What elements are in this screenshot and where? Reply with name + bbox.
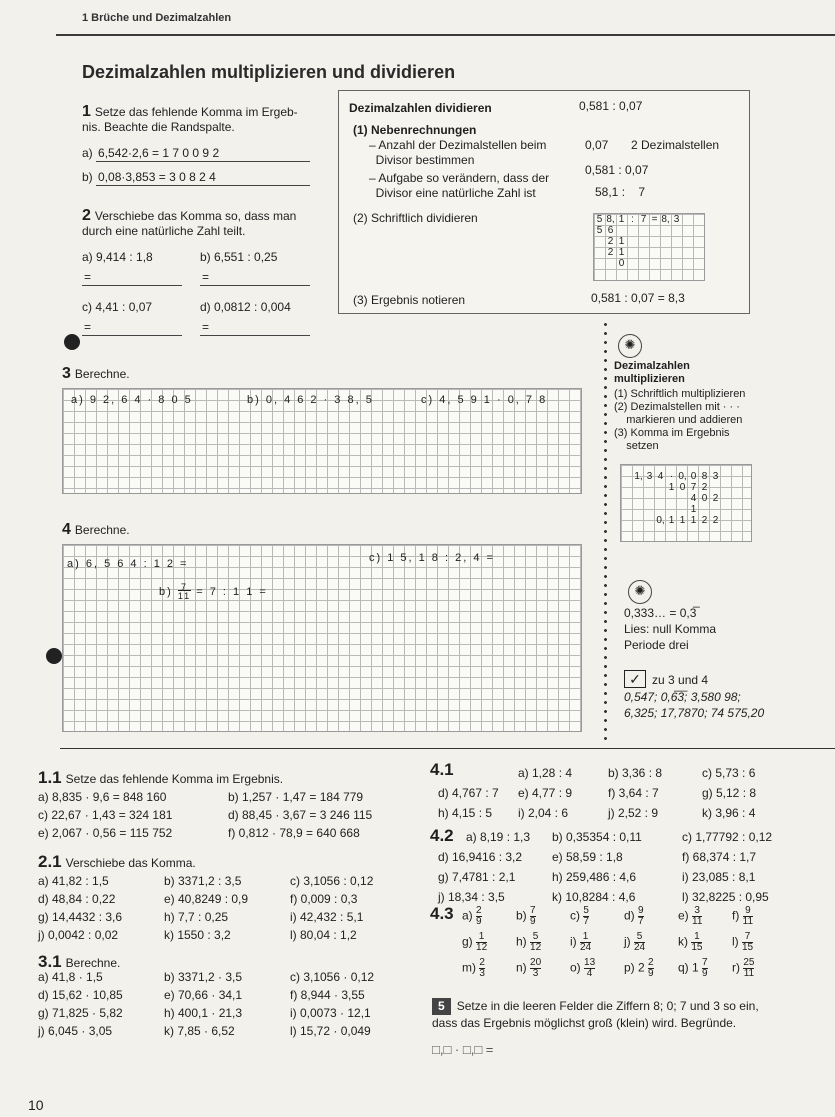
grid-cell: [649, 225, 660, 236]
exercise-item: a) 8,835 · 9,6 = 848 160: [38, 790, 167, 804]
side-solutions-1: 0,547; 0,6̅3̅; 3,580 98;: [624, 690, 741, 704]
grid-row: [633, 482, 751, 493]
exercise-item: b) 3371,2 · 3,5: [164, 970, 243, 984]
exercise-item: a) 1,28 : 4: [518, 766, 573, 780]
fraction-item: $j) \frac{5}{24}$: [624, 931, 646, 953]
fraction-item: $k) \frac{1}{15}$: [678, 931, 703, 953]
exercise-item: d) 48,84 : 0,22: [38, 892, 116, 906]
grid-cell: 1: [690, 515, 697, 526]
binder-hole: [64, 334, 80, 350]
grid-cell: [677, 493, 688, 504]
fraction-item: $e) \frac{3}{11}$: [678, 905, 703, 927]
exercise-item: e) 2,067 · 0,56 = 115 752: [38, 826, 173, 840]
exercise-item: a) 41,8 · 1,5: [38, 970, 103, 984]
box-step1: (1) Nebenrechnungen: [353, 123, 477, 137]
box-division-grid: [593, 213, 705, 281]
fraction-item: $m) \frac{2}{3}$: [462, 957, 485, 979]
grid-cell: [671, 225, 682, 236]
box-decimal-count: 2 Dezimalstellen: [631, 138, 720, 152]
grid-cell: 8,: [606, 214, 615, 225]
grid-cell: [660, 247, 671, 258]
exercise-item: d) 15,62 · 10,85: [38, 988, 123, 1002]
ex3-b: b) 0, 4 6 2 · 3 8, 5: [247, 394, 374, 406]
box-step2: (2) Schriftlich dividieren: [353, 211, 478, 225]
fraction-item: $n) \frac{20}{3}$: [516, 957, 542, 979]
ex2-c-answer[interactable]: =: [82, 320, 182, 336]
exercise-item: c) 3,1056 · 0,12: [290, 970, 375, 984]
side-solutions-2: 6,325; 17,7870; 74 575,20: [624, 706, 765, 720]
fraction-item: $h) \frac{5}{12}$: [516, 931, 542, 953]
grid-cell: [666, 493, 677, 504]
side-mul-steps: (1) Schriftlich multiplizieren (2) Dezimalstellen mit · · · markieren und addieren (3) Komma im Ergebnis setzen: [614, 388, 746, 452]
grid-row: [594, 258, 704, 269]
grid-cell: [594, 247, 605, 258]
fraction-item: $r) \frac{25}{11}$: [732, 957, 755, 979]
box-title: Dezimalzahlen dividieren: [349, 101, 492, 115]
fraction-item: q) $1 \frac{7}{9}$: [678, 957, 708, 979]
ex2-d-answer[interactable]: =: [200, 320, 310, 336]
ex4-grid[interactable]: [62, 544, 582, 732]
ex1-b: b) 0,08·3,853 = 3 0 8 2 4: [82, 170, 310, 186]
page-number: 10: [28, 1097, 44, 1113]
grid-cell: 0: [701, 493, 708, 504]
exercise-item: i) 2,04 : 6: [518, 806, 569, 820]
exercise-item: e) 70,66 · 34,1: [164, 988, 243, 1002]
grid-cell: 2: [701, 482, 708, 493]
grid-cell: [638, 236, 649, 247]
grid-cell: [677, 504, 688, 515]
grid-cell: ·: [669, 471, 674, 482]
exercise-item: i) 42,432 : 5,1: [290, 910, 364, 924]
b43-heading: 4.3: [430, 904, 454, 923]
grid-cell: 0: [618, 258, 625, 269]
ex2-c: c) 4,41 : 0,07: [82, 300, 153, 314]
exercise-item: l) 80,04 : 1,2: [290, 928, 357, 942]
ex2-a: a) 9,414 : 1,8: [82, 250, 153, 264]
grid-cell: :: [631, 214, 634, 225]
exercise-item: d) 4,767 : 7: [438, 786, 499, 800]
grid-cell: 2: [607, 247, 614, 258]
b21-heading: 2.1 Verschiebe das Komma.: [38, 852, 196, 871]
info-box-division: [338, 90, 750, 314]
side-period: 0,333… = 0,3̅: [624, 606, 697, 620]
exercise-item: j) 0,0042 : 0,02: [38, 928, 119, 942]
grid-cell: 5: [596, 214, 603, 225]
exercise-item: c) 5,73 : 6: [702, 766, 756, 780]
grid-row: [594, 236, 704, 247]
margin-dotted-rule: [604, 320, 607, 740]
fraction-item: $l) \frac{7}{15}$: [732, 931, 754, 953]
grid-row: [594, 247, 704, 258]
exercise-item: b) 3,36 : 8: [608, 766, 663, 780]
exercise-item: h) 4,15 : 5: [438, 806, 493, 820]
grid-cell: 1: [679, 515, 686, 526]
grid-cell: [627, 225, 638, 236]
ex3-grid[interactable]: [62, 388, 582, 494]
grid-cell: [710, 482, 721, 493]
exercise-item: e) 40,8249 : 0,9: [164, 892, 249, 906]
ex4-heading: 4 Berechne.: [62, 521, 130, 538]
exercise-item: b) 3371,2 : 3,5: [164, 874, 242, 888]
exercise-item: f) 8,944 · 3,55: [290, 988, 365, 1002]
exercise-item: e) 58,59 : 1,8: [552, 850, 623, 864]
grid-row: [594, 214, 704, 225]
grid-cell: 6: [607, 225, 614, 236]
grid-cell: 8: [701, 471, 708, 482]
grid-cell: [633, 504, 644, 515]
ex1-a: a) 6,542·2,6 = 1 7 0 0 9 2: [82, 146, 310, 162]
exercise-item: k) 7,85 · 6,52: [164, 1024, 235, 1038]
box-divisor: 0,07: [585, 138, 609, 152]
grid-cell: 2: [701, 515, 708, 526]
grid-cell: [594, 258, 605, 269]
grid-cell: 1: [618, 236, 625, 247]
ex4-b: $b) \frac{7}{11} = 7$ : 1 1 =: [159, 582, 268, 601]
ex3-c: c) 4, 5 9 1 · 0, 7 8: [421, 394, 548, 406]
grid-cell: 2: [712, 493, 719, 504]
grid-cell: 1: [668, 515, 675, 526]
b11-heading: 1.1 Setze das fehlende Komma im Ergebnis.: [38, 768, 284, 787]
box-step3: (3) Ergebnis notieren: [353, 293, 466, 307]
exercise-item: l) 15,72 · 0,049: [290, 1024, 371, 1038]
grid-cell: 2: [712, 515, 719, 526]
exercise-item: g) 5,12 : 8: [702, 786, 757, 800]
grid-cell: [594, 236, 605, 247]
box-shifted: 0,581 : 0,07: [585, 163, 649, 177]
grid-cell: 3: [646, 471, 653, 482]
grid-cell: 0: [690, 471, 697, 482]
grid-row: [594, 225, 704, 236]
grid-cell: 8,: [661, 214, 670, 225]
ex4-c: c) 1 5, 1 8 : 2, 4 =: [369, 552, 495, 564]
lightbulb-icon: ✺: [628, 580, 652, 604]
grid-cell: [644, 482, 655, 493]
fraction-item: $i) \frac{1}{24}$: [570, 931, 592, 953]
fraction-item: $c) \frac{5}{7}$: [570, 905, 589, 927]
grid-cell: [649, 247, 660, 258]
grid-cell: 7: [640, 214, 647, 225]
grid-cell: [633, 515, 644, 526]
exercise-item: d) 16,9416 : 3,2: [438, 850, 523, 864]
exercise-item: g) 14,4432 : 3,6: [38, 910, 123, 924]
grid-cell: [638, 247, 649, 258]
grid-cell: [710, 504, 721, 515]
exercise-item: h) 259,486 : 4,6: [552, 870, 637, 884]
grid-cell: 2: [607, 236, 614, 247]
exercise-item: c) 1,77792 : 0,12: [682, 830, 773, 844]
grid-cell: [633, 493, 644, 504]
grid-cell: [699, 504, 710, 515]
ex2-instruction: 2 Verschiebe das Komma so, dass man durch eine natürliche Zahl teilt.: [82, 207, 297, 238]
side-lies-1: Lies: null Komma: [624, 622, 717, 636]
grid-cell: [627, 258, 638, 269]
grid-cell: [655, 504, 666, 515]
grid-cell: [655, 482, 666, 493]
box-natural-div: 58,1 : 7: [595, 185, 646, 199]
grid-cell: [655, 493, 666, 504]
exercise-item: l) 32,8225 : 0,95: [682, 890, 769, 904]
box-result: 0,581 : 0,07 = 8,3: [591, 291, 685, 305]
exercise-item: f) 3,64 : 7: [608, 786, 659, 800]
grid-cell: 3: [673, 214, 680, 225]
grid-cell: [649, 236, 660, 247]
grid-cell: [671, 247, 682, 258]
exercise-item: k) 10,8284 : 4,6: [552, 890, 636, 904]
exercise-item: c) 22,67 · 1,43 = 324 181: [38, 808, 173, 822]
exercise-item: f) 0,009 : 0,3: [290, 892, 358, 906]
ex4-a: a) 6, 5 6 4 : 1 2 =: [67, 558, 189, 570]
fraction-item: $o) \frac{13}{4}$: [570, 957, 596, 979]
grid-row: [633, 504, 751, 515]
grid-cell: [660, 225, 671, 236]
side-mul-title: Dezimalzahlen multiplizieren: [614, 360, 690, 385]
chapter-header: 1 Brüche und Dezimalzahlen: [82, 12, 232, 24]
exercise-item: e) 4,77 : 9: [518, 786, 573, 800]
exercise-item: k) 3,96 : 4: [702, 806, 756, 820]
grid-cell: [644, 515, 655, 526]
b5-task: 5 Setze in die leeren Felder die Ziffern 8; 0; 7 und 3 so ein, dass das Ergebnis möglichst groß (klein) wird. Begründe.: [432, 999, 759, 1030]
exercise-item: j) 2,52 : 9: [608, 806, 659, 820]
exercise-item: a) 8,19 : 1,3: [466, 830, 531, 844]
exercise-item: d) 88,45 · 3,67 = 3 246 115: [228, 808, 373, 822]
exercise-item: j) 6,045 · 3,05: [38, 1024, 113, 1038]
grid-cell: 7: [690, 482, 697, 493]
grid-cell: =: [651, 214, 658, 225]
grid-cell: 1,: [634, 471, 643, 482]
exercise-item: i) 23,085 : 8,1: [682, 870, 756, 884]
exercise-item: g) 71,825 · 5,82: [38, 1006, 123, 1020]
side-check: ✓ zu 3 und 4: [624, 670, 708, 688]
fraction-item: $b) \frac{7}{9}$: [516, 905, 536, 927]
grid-cell: [671, 258, 682, 269]
side-lies-2: Periode drei: [624, 638, 689, 652]
grid-cell: 0,: [656, 515, 665, 526]
exercise-item: b) 0,35354 : 0,11: [552, 830, 642, 844]
fraction-item: $f) \frac{9}{11}$: [732, 905, 754, 927]
ex2-b-answer[interactable]: =: [200, 270, 310, 286]
ex3-heading: 3 Berechne.: [62, 365, 130, 382]
grid-cell: 1: [618, 214, 625, 225]
grid-cell: [644, 504, 655, 515]
exercise-item: g) 7,4781 : 2,1: [438, 870, 516, 884]
exercise-item: i) 0,0073 · 12,1: [290, 1006, 371, 1020]
exercise-item: b) 1,257 · 1,47 = 184 779: [228, 790, 364, 804]
exercise-item: j) 18,34 : 3,5: [438, 890, 505, 904]
checkmark-icon: ✓: [624, 670, 646, 688]
grid-cell: [627, 247, 638, 258]
fraction-item: $d) \frac{9}{7}$: [624, 905, 644, 927]
b41-heading: 4.1: [430, 760, 454, 779]
grid-cell: 1: [618, 247, 625, 258]
exercise-item: c) 3,1056 : 0,12: [290, 874, 374, 888]
ex3-a: a) 9 2, 6 4 · 8 0 5: [71, 394, 193, 406]
box-step1b: – Aufgabe so verändern, dass der Divisor eine natürliche Zahl ist: [369, 171, 550, 200]
grid-cell: [660, 258, 671, 269]
ex2-a-answer[interactable]: =: [82, 270, 182, 286]
side-mul-grid: [620, 464, 752, 542]
exercise-item: h) 7,7 : 0,25: [164, 910, 229, 924]
grid-cell: [605, 258, 616, 269]
grid-cell: [666, 504, 677, 515]
grid-cell: [616, 225, 627, 236]
grid-row: [633, 515, 751, 526]
fraction-item: $a) \frac{2}{9}$: [462, 905, 482, 927]
grid-cell: 5: [596, 225, 603, 236]
grid-row: [633, 471, 751, 482]
exercise-item: a) 41,82 : 1,5: [38, 874, 109, 888]
exercise-item: f) 68,374 : 1,7: [682, 850, 757, 864]
grid-cell: [644, 493, 655, 504]
b42-heading: 4.2: [430, 826, 454, 845]
exercise-item: h) 400,1 · 21,3: [164, 1006, 243, 1020]
box-title-example: 0,581 : 0,07: [579, 99, 643, 113]
page-title: Dezimalzahlen multiplizieren und dividieren: [82, 62, 456, 82]
grid-cell: 0,: [678, 471, 687, 482]
grid-cell: [660, 236, 671, 247]
grid-cell: [649, 258, 660, 269]
grid-cell: 4: [657, 471, 664, 482]
section-divider: [60, 748, 835, 749]
grid-cell: 1: [668, 482, 675, 493]
grid-cell: 1: [690, 504, 697, 515]
grid-cell: 0: [679, 482, 686, 493]
fraction-item: $g) \frac{1}{12}$: [462, 931, 488, 953]
grid-row: [633, 493, 751, 504]
grid-cell: 3: [712, 471, 719, 482]
lightbulb-icon: ✺: [618, 334, 642, 358]
ex2-d: d) 0,0812 : 0,004: [200, 300, 291, 314]
exercise-item: k) 1550 : 3,2: [164, 928, 231, 942]
b31-heading: 3.1 Berechne.: [38, 952, 121, 971]
fraction-item: p) $2 \frac{2}{9}$: [624, 957, 654, 979]
b5-formula[interactable]: □,□ · □,□ =: [432, 1042, 494, 1057]
grid-cell: [638, 225, 649, 236]
grid-cell: [671, 236, 682, 247]
box-step1a: – Anzahl der Dezimalstellen beim Divisor bestimmen: [369, 138, 547, 167]
grid-cell: [627, 236, 638, 247]
binder-hole: [46, 648, 62, 664]
grid-cell: 4: [690, 493, 697, 504]
ex1-instruction: 1 Setze das fehlende Komma im Ergeb- nis. Beachte die Randspalte.: [82, 103, 298, 134]
grid-cell: [638, 258, 649, 269]
exercise-item: f) 0,812 · 78,9 = 640 668: [228, 826, 360, 840]
grid-cell: [633, 482, 644, 493]
ex2-b: b) 6,551 : 0,25: [200, 250, 278, 264]
header-rule: [56, 34, 835, 36]
